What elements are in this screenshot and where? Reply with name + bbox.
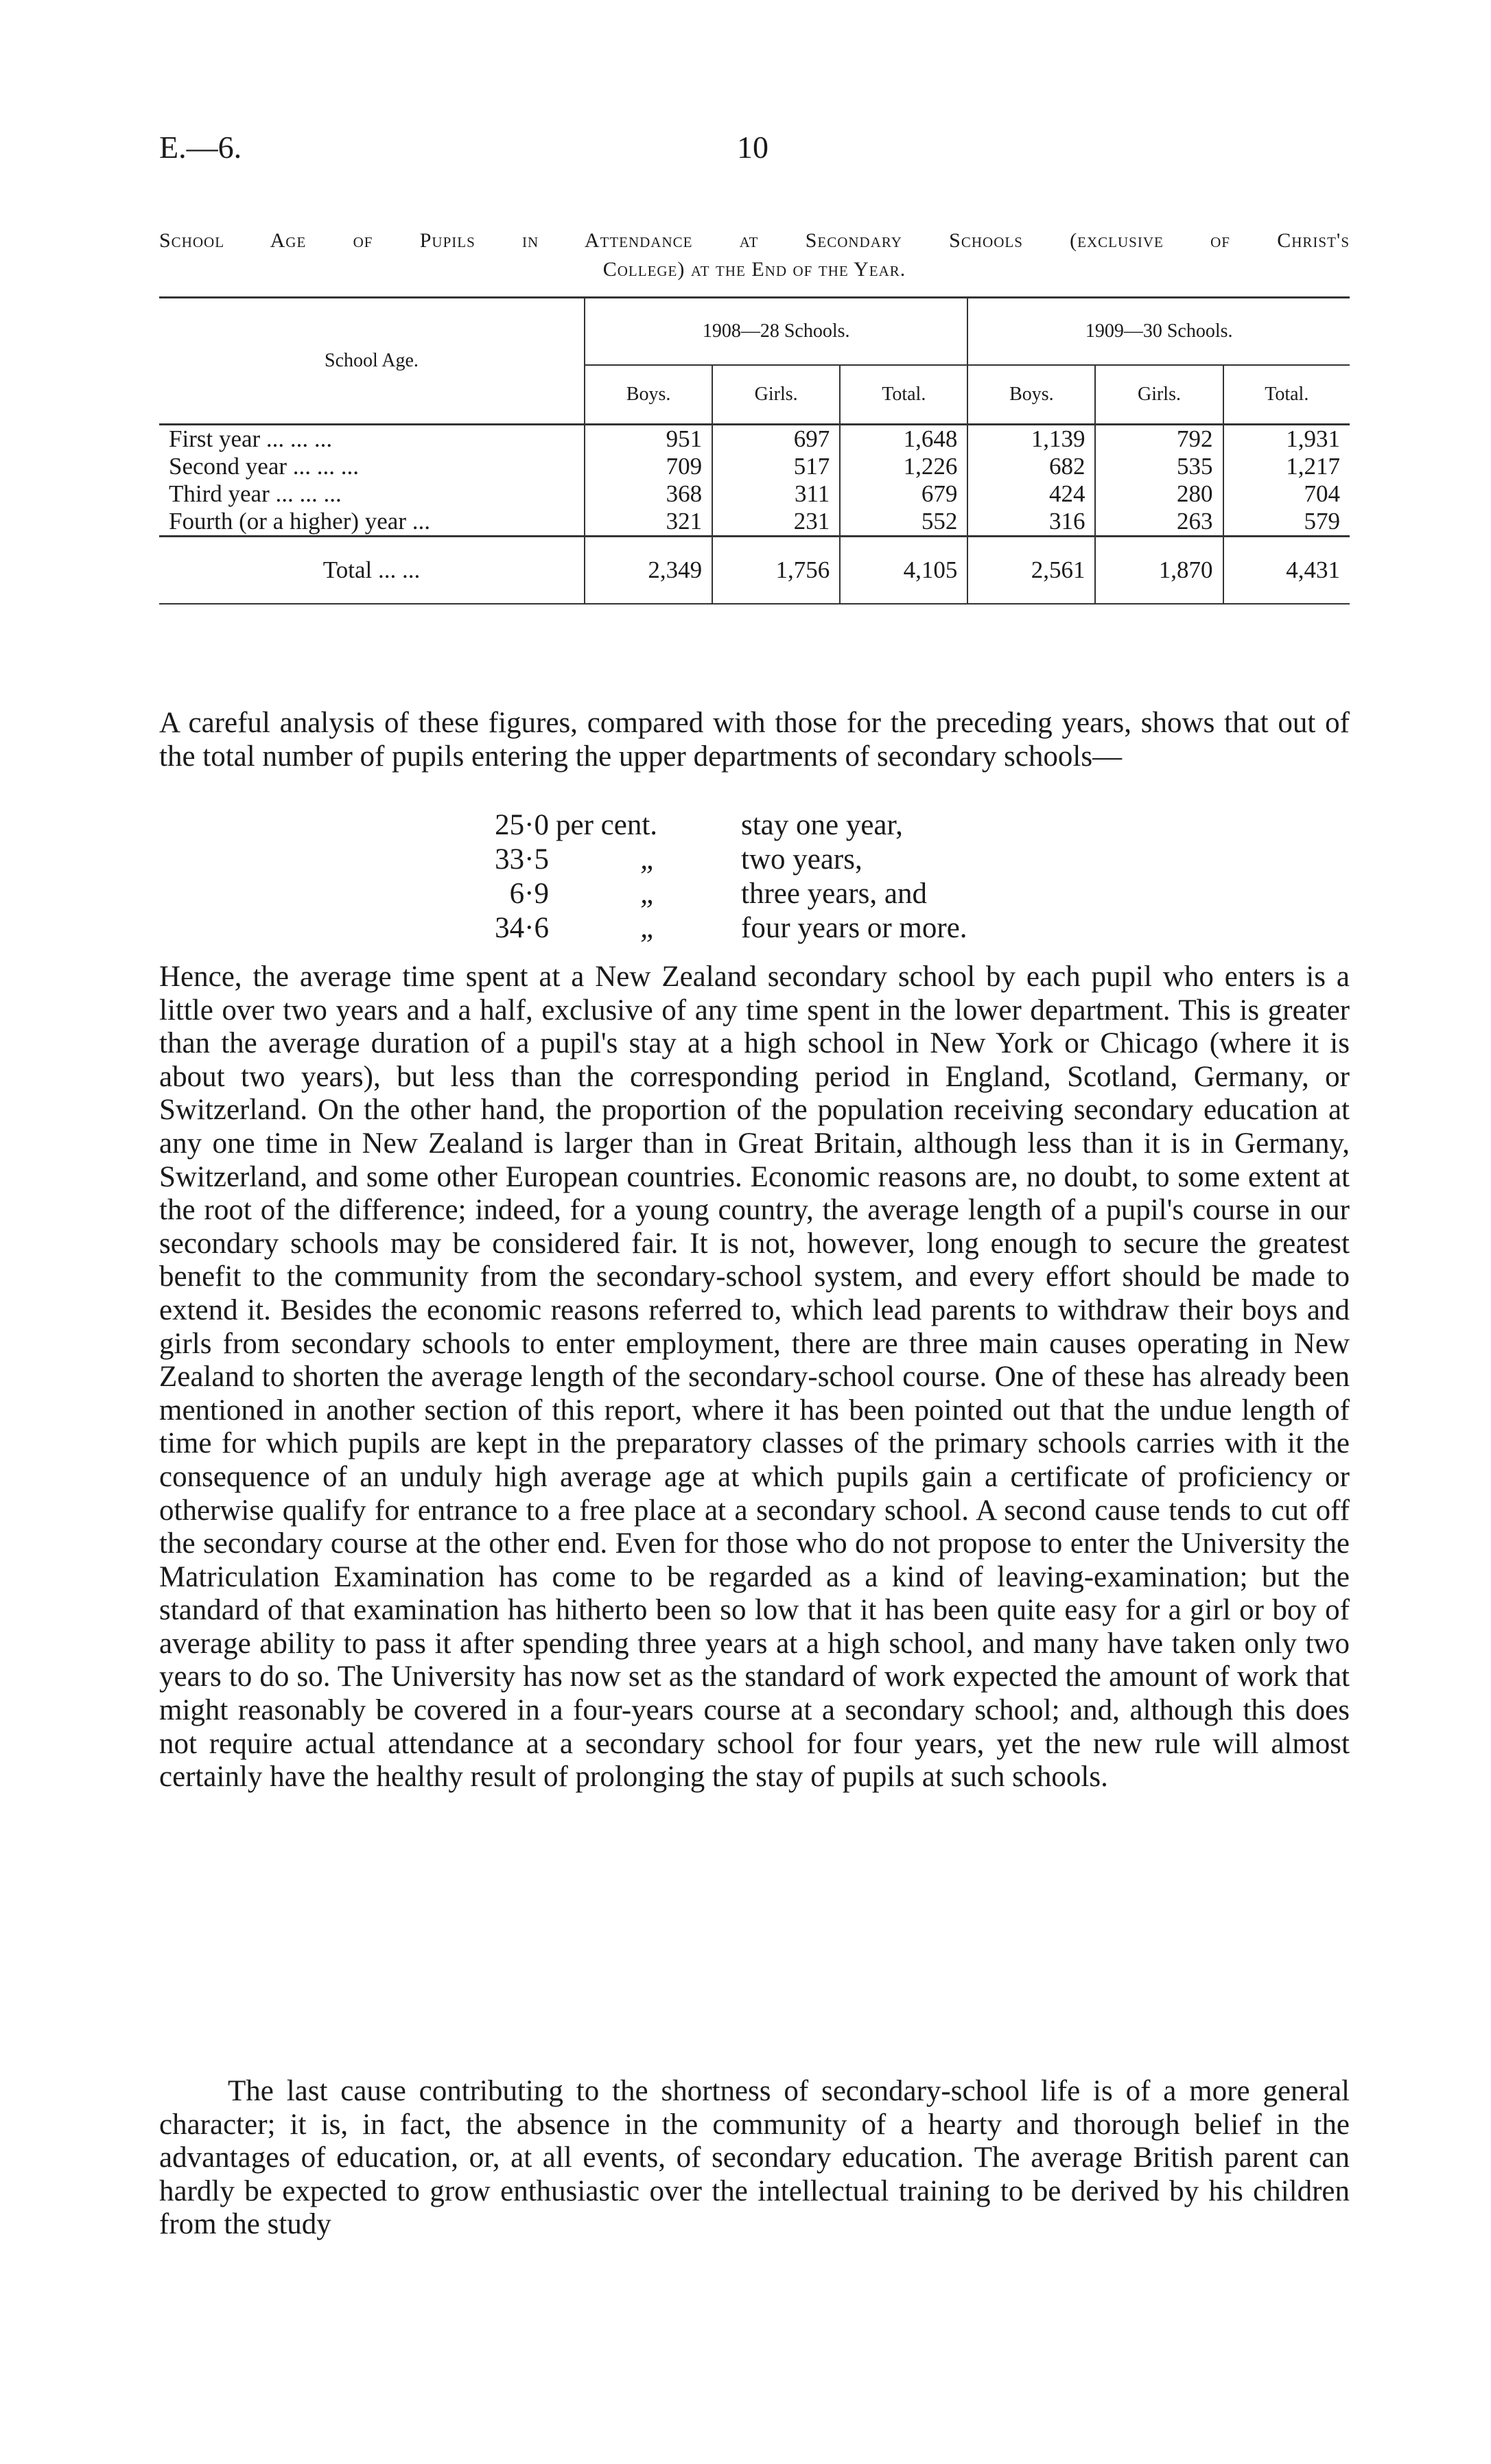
percentage-unit: per cent. <box>556 809 658 841</box>
list-item <box>473 877 967 911</box>
cell: 280 <box>1095 480 1223 508</box>
table-title <box>159 226 1350 284</box>
paragraph-analysis: A careful analysis of these figures, compared with those for the preceding years, shows that out of the total number of pupils entering the upper departments of secondary schools— <box>159 707 1350 773</box>
group-header-1908: 1908—28 Schools. <box>585 298 967 365</box>
percentage-value: 34·6 <box>495 912 549 944</box>
cell: 1,756 <box>712 537 840 604</box>
page-number: 10 <box>737 130 768 165</box>
table-title-line-2: College) at the End of the Year. <box>602 258 906 281</box>
col-header-boys-1909: Boys. <box>967 365 1095 423</box>
cell: 316 <box>967 508 1095 537</box>
cell: 4,431 <box>1223 537 1350 604</box>
col-header-boys-1908: Boys. <box>585 365 712 423</box>
cell: 704 <box>1304 480 1340 507</box>
table-row <box>159 480 1350 508</box>
cell: 1,870 <box>1095 537 1223 604</box>
cell: 792 <box>1095 425 1223 454</box>
table-row <box>159 508 1350 537</box>
cell: 951 <box>585 425 712 454</box>
percentage-description: three years, and <box>741 878 927 910</box>
cell: 1,931 <box>1286 425 1340 452</box>
row-label: First year ... ... ... <box>159 425 585 454</box>
cell: 2,349 <box>585 537 712 604</box>
table-total-row <box>159 537 1350 604</box>
col-header-girls-1908: Girls. <box>712 365 840 423</box>
cell: 709 <box>585 453 712 480</box>
cell: 682 <box>967 453 1095 480</box>
cell: 2,561 <box>967 537 1095 604</box>
cell: 679 <box>840 480 967 508</box>
cell: 517 <box>712 453 840 480</box>
table-row <box>159 453 1350 480</box>
cell: 1,226 <box>840 453 967 480</box>
percentage-description: four years or more. <box>741 912 967 944</box>
cell: 1,648 <box>840 425 967 454</box>
total-label: Total ... ... <box>159 537 585 604</box>
row-label: Fourth (or a higher) year ... <box>159 508 585 537</box>
document-reference: E.—6. <box>159 130 242 165</box>
table-title-line-1: School Age of Pupils in Attendance at Secondary Schools (exclusive of Christ's <box>159 229 1350 252</box>
cell: 321 <box>585 508 712 537</box>
col-header-total-1909: Total. <box>1223 365 1350 423</box>
cell: 368 <box>585 480 712 508</box>
table-row <box>159 425 1350 454</box>
group-header-1909: 1909—30 Schools. <box>1085 320 1233 342</box>
row-label: Second year ... ... ... <box>159 453 585 480</box>
cell: 552 <box>840 508 967 537</box>
ditto-mark: „ <box>640 878 657 910</box>
cell: 697 <box>712 425 840 454</box>
cell: 535 <box>1095 453 1223 480</box>
percentage-description: two years, <box>741 843 862 876</box>
list-item <box>473 808 967 843</box>
cell: 263 <box>1095 508 1223 537</box>
cell: 1,217 <box>1286 453 1340 480</box>
row-label: Third year ... ... ... <box>159 480 585 508</box>
cell: 424 <box>967 480 1095 508</box>
ditto-mark: „ <box>640 843 657 876</box>
percentage-value: 6·9 <box>509 878 549 910</box>
cell: 579 <box>1304 508 1340 535</box>
ditto-mark: „ <box>640 912 657 944</box>
list-item <box>473 911 967 946</box>
percentage-value: 25·0 <box>495 809 549 841</box>
list-item <box>473 843 967 877</box>
percentage-description: stay one year, <box>741 809 903 841</box>
paragraph-last-cause: The last cause contributing to the shortness of secondary-school life is of a more general character; it is, in fact, the absence in the community of a hearty and thorough belief in the advantages of education, or, at all events, of secondary education. The average British parent can hardly be expected to grow enthusiastic over the intellectual training to be derived by his children from the study <box>159 2075 1350 2241</box>
cell: 231 <box>712 508 840 537</box>
cell: 4,105 <box>840 537 967 604</box>
paragraph-average-time: Hence, the average time spent at a New Zealand secondary school by each pupil who enters is a little over two years and a half, exclusive of any time spent in the lower department. This is greater than the average duration of a pupil's stay at a high school in New York or Chicago (where it is about two years), but less than the corresponding period in England, Scotland, Germany, or Switzerland. On the other hand, the proportion of the population receiving secondary education at any one time in New Zealand is larger than in Great Britain, although less than it is in Germany, Switzerland, and some other European countries. Economic reasons are, no doubt, to some extent at the root of the difference; indeed, for a young country, the average length of a pupil's course in our secondary schools may be considered fair. It is not, however, long enough to secure the greatest benefit to the community from the secondary-school system, and every effort should be made to extend it. Besides the economic reasons referred to, which lead parents to withdraw their boys and girls from secondary schools to enter employment, there are three main causes operating in New Zealand to shorten the average length of the secondary-school course. One of these has already been mentioned in another section of this report, where it has been pointed out that the undue length of time for which pupils are kept in the preparatory classes of the primary schools carries with it the consequence of an unduly high average age at which pupils gain a certificate of proficiency or otherwise qualify for entrance to a free place at a secondary school. A second cause tends to cut off the secondary course at the other end. Even for those who do not propose to enter the University the Matriculation Examination has come to be regarded as a kind of leaving-examination; but the standard of that examination has hitherto been so low that it has been quite easy for a girl or boy of average ability to pass it after spending three years at a high school, and many have taken only two years to do so. The University has now set as the standard of work expected the amount of work that might reasonably be covered in a four-years course at a secondary school; and, although this does not require actual attendance at a secondary school for four years, yet the new rule will almost certainly have the healthy result of prolonging the stay of pupils at such schools. <box>159 961 1350 1794</box>
percentage-value: 33·5 <box>495 843 549 876</box>
school-age-header: School Age. <box>159 298 585 423</box>
cell: 311 <box>712 480 840 508</box>
school-age-table <box>159 296 1350 605</box>
col-header-girls-1909: Girls. <box>1095 365 1223 423</box>
col-header-total-1908: Total. <box>840 365 967 423</box>
cell: 1,139 <box>967 425 1095 454</box>
percentage-list <box>473 808 967 946</box>
